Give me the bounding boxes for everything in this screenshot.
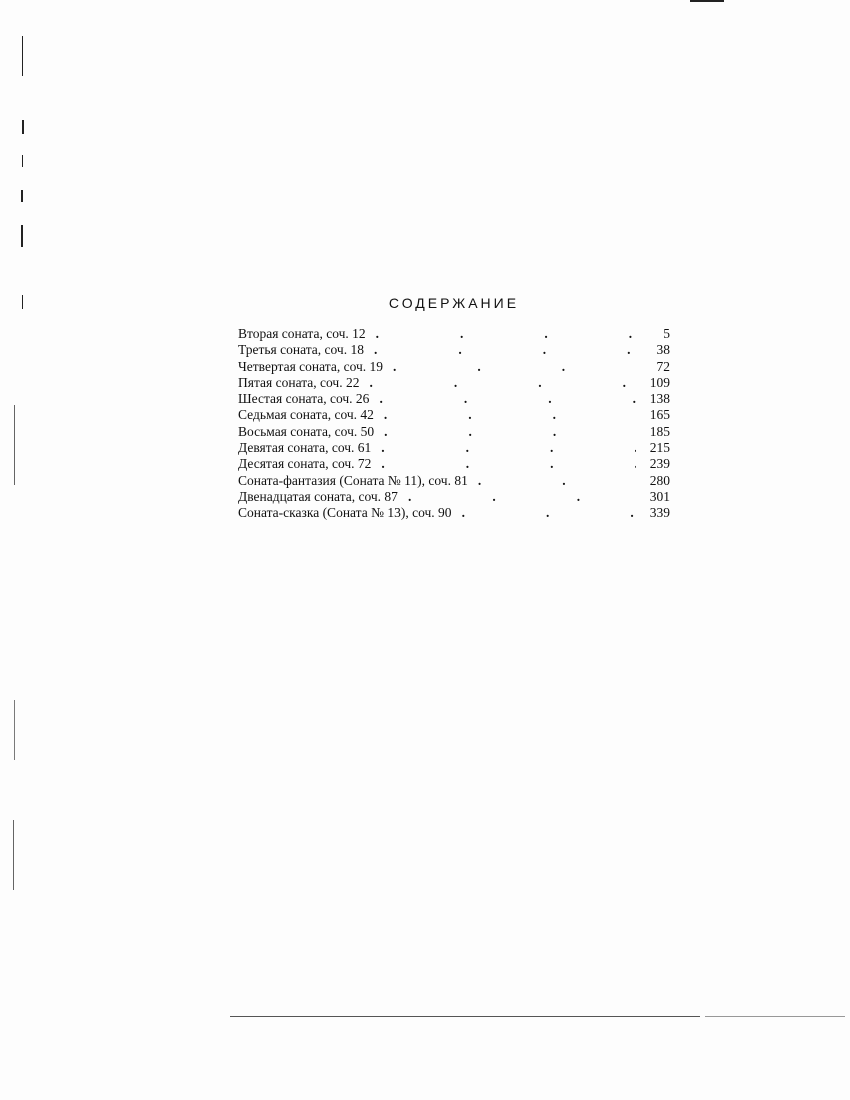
scan-margin-mark (14, 405, 15, 485)
toc-dot-leader (462, 505, 636, 521)
toc-dot-leader (379, 391, 636, 407)
toc-page-number: 38 (656, 342, 670, 358)
toc-entry (230, 505, 670, 521)
scan-margin-mark (21, 225, 23, 247)
toc-page-number: 138 (649, 391, 670, 407)
toc-entry-title: Соната-фантазия (Соната № 11), соч. 81 (238, 472, 468, 488)
toc-page-number: 280 (649, 472, 670, 488)
toc-dot-leader (369, 375, 636, 391)
toc-page-number: 5 (663, 326, 670, 341)
toc-dot-leader (384, 407, 636, 423)
scan-margin-mark (22, 155, 23, 167)
toc-entry (230, 391, 670, 407)
toc-entry (230, 489, 670, 505)
toc-entry-title: Вторая соната, соч. 12 (238, 326, 366, 341)
scan-margin-mark (13, 820, 14, 890)
scan-margin-mark (14, 700, 15, 760)
toc-entry (230, 473, 670, 489)
scan-bottom-line (230, 1016, 700, 1017)
toc-entry-title: Двенадцатая соната, соч. 87 (238, 488, 398, 504)
toc-entry (230, 424, 670, 440)
toc-entry (230, 440, 670, 456)
table-of-contents (230, 326, 670, 522)
toc-entry-title: Девятая соната, соч. 61 (238, 440, 372, 456)
toc-dot-leader (381, 456, 636, 472)
scan-margin-mark (22, 120, 24, 134)
scan-bottom-line (705, 1016, 845, 1017)
toc-page-number: 109 (649, 374, 670, 390)
toc-dot-leader (376, 326, 636, 342)
toc-page-number: 72 (656, 358, 670, 374)
toc-entry (230, 375, 670, 391)
toc-entry (230, 326, 670, 342)
toc-page-number: 185 (649, 423, 670, 439)
toc-dot-leader (478, 473, 636, 489)
toc-dot-leader (384, 424, 636, 440)
toc-page-number: 215 (649, 440, 670, 456)
toc-dot-leader (408, 489, 636, 505)
scan-margin-mark (22, 36, 23, 76)
toc-entry (230, 342, 670, 358)
toc-entry-title: Третья соната, соч. 18 (238, 342, 364, 358)
scan-edge-mark (690, 0, 724, 2)
toc-page-number: 339 (649, 505, 670, 521)
page-title: СОДЕРЖАНИЕ (388, 295, 520, 312)
toc-entry-title: Десятая соната, соч. 72 (238, 456, 372, 472)
toc-entry (230, 407, 670, 423)
toc-entry-title: Шестая соната, соч. 26 (238, 391, 370, 407)
toc-entry-title: Восьмая соната, соч. 50 (238, 423, 375, 439)
toc-entry (230, 456, 670, 472)
scan-margin-mark (21, 190, 23, 202)
toc-entry-title: Пятая соната, соч. 22 (238, 374, 360, 390)
toc-entry (230, 359, 670, 375)
toc-entry-title: Четвертая соната, соч. 19 (238, 358, 384, 374)
toc-dot-leader (393, 359, 636, 375)
toc-entry-title: Соната-сказка (Соната № 13), соч. 90 (238, 505, 452, 521)
toc-dot-leader (381, 440, 636, 456)
toc-entry-title: Седьмая соната, соч. 42 (238, 407, 374, 423)
toc-page-number: 165 (649, 407, 670, 423)
toc-page-number: 301 (649, 488, 670, 504)
toc-page-number: 239 (649, 456, 670, 472)
toc-dot-leader (374, 342, 636, 358)
